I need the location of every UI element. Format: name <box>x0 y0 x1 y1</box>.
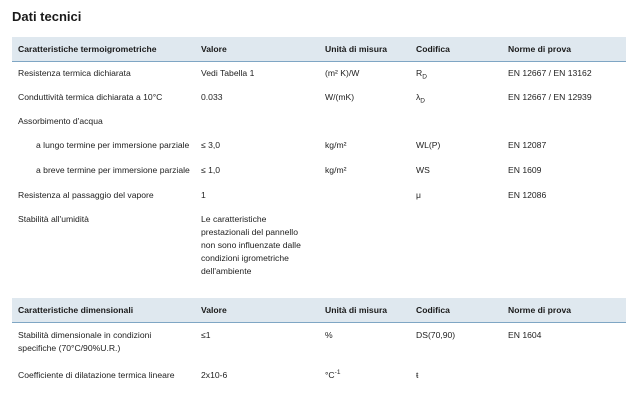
row-code: WL(P) <box>416 140 441 150</box>
row-unit: % <box>325 330 333 340</box>
row-name: Stabilità all'umidità <box>18 214 89 224</box>
table-row <box>12 329 626 369</box>
table-row <box>12 91 626 115</box>
header-code: Codifica <box>416 44 450 54</box>
row-value: ≤ 1,0 <box>201 165 221 175</box>
header-code: Codifica <box>416 305 450 315</box>
row-name: Conduttività termica dichiarata a 10°C <box>18 92 163 102</box>
header-characteristic: Caratteristiche termoigrometriche <box>18 44 157 54</box>
row-norm: EN 1609 <box>508 165 542 175</box>
row-value: 0.033 <box>201 92 223 102</box>
thermo-hygrometric-table <box>12 37 626 279</box>
row-value: ≤1 <box>201 330 211 340</box>
header-characteristic: Caratteristiche dimensionali <box>18 305 134 315</box>
row-name: Resistenza al passaggio del vapore <box>18 190 154 200</box>
row-code: μ <box>416 190 421 200</box>
row-code: DS(70,90) <box>416 330 456 340</box>
table-header <box>12 37 626 62</box>
row-norm: EN 12087 <box>508 140 547 150</box>
table-row <box>12 369 626 393</box>
header-norm: Norme di prova <box>508 44 572 54</box>
row-unit: (m² K)/W <box>325 68 360 78</box>
row-norm: EN 12667 / EN 13162 <box>508 68 592 78</box>
row-unit: W/(mK) <box>325 92 355 102</box>
row-name: Stabilità dimensionale in condizioni specifiche (70°C/90%U.R.) <box>18 330 152 353</box>
dimensional-table <box>12 298 626 393</box>
row-unit: $^\circ C^{-1}$ <box>325 369 341 380</box>
row-name: Assorbimento d'acqua <box>18 116 103 126</box>
table-row <box>12 115 626 139</box>
row-code: WS <box>416 165 430 175</box>
row-code: $\lambda_D$ <box>416 92 425 105</box>
row-value: Vedi Tabella 1 <box>201 68 255 78</box>
row-unit: kg/m² <box>325 140 347 150</box>
row-name: a breve termine per immersione parziale <box>36 165 190 175</box>
row-value: ≤ 3,0 <box>201 140 221 150</box>
header-norm: Norme di prova <box>508 305 572 315</box>
table-row <box>12 67 626 91</box>
row-name: Coefficiente di dilatazione termica lineare <box>18 370 175 380</box>
row-name: a lungo termine per immersione parziale <box>36 140 190 150</box>
row-norm: EN 12667 / EN 12939 <box>508 92 592 102</box>
header-unit: Unità di misura <box>325 305 388 315</box>
header-unit: Unità di misura <box>325 44 388 54</box>
row-value: Le caratteristiche prestazionali del pannello non sono influenzate dalle condizioni igrometriche dell'ambiente <box>201 214 301 276</box>
row-norm: EN 1604 <box>508 330 542 340</box>
row-value: 1 <box>201 190 206 200</box>
table-row <box>12 189 626 213</box>
header-value: Valore <box>201 44 227 54</box>
row-norm: EN 12086 <box>508 190 547 200</box>
row-code: ŧ <box>416 370 419 380</box>
table-row <box>12 213 626 279</box>
table-row <box>12 139 626 164</box>
table-header <box>12 298 626 323</box>
table-row <box>12 164 626 189</box>
row-unit: kg/m² <box>325 165 347 175</box>
header-value: Valore <box>201 305 227 315</box>
row-value: 2x10-6 <box>201 370 228 380</box>
row-name: Resistenza termica dichiarata <box>18 68 131 78</box>
row-code: $R_D$ <box>416 68 427 81</box>
page-title: Dati tecnici <box>12 9 82 24</box>
